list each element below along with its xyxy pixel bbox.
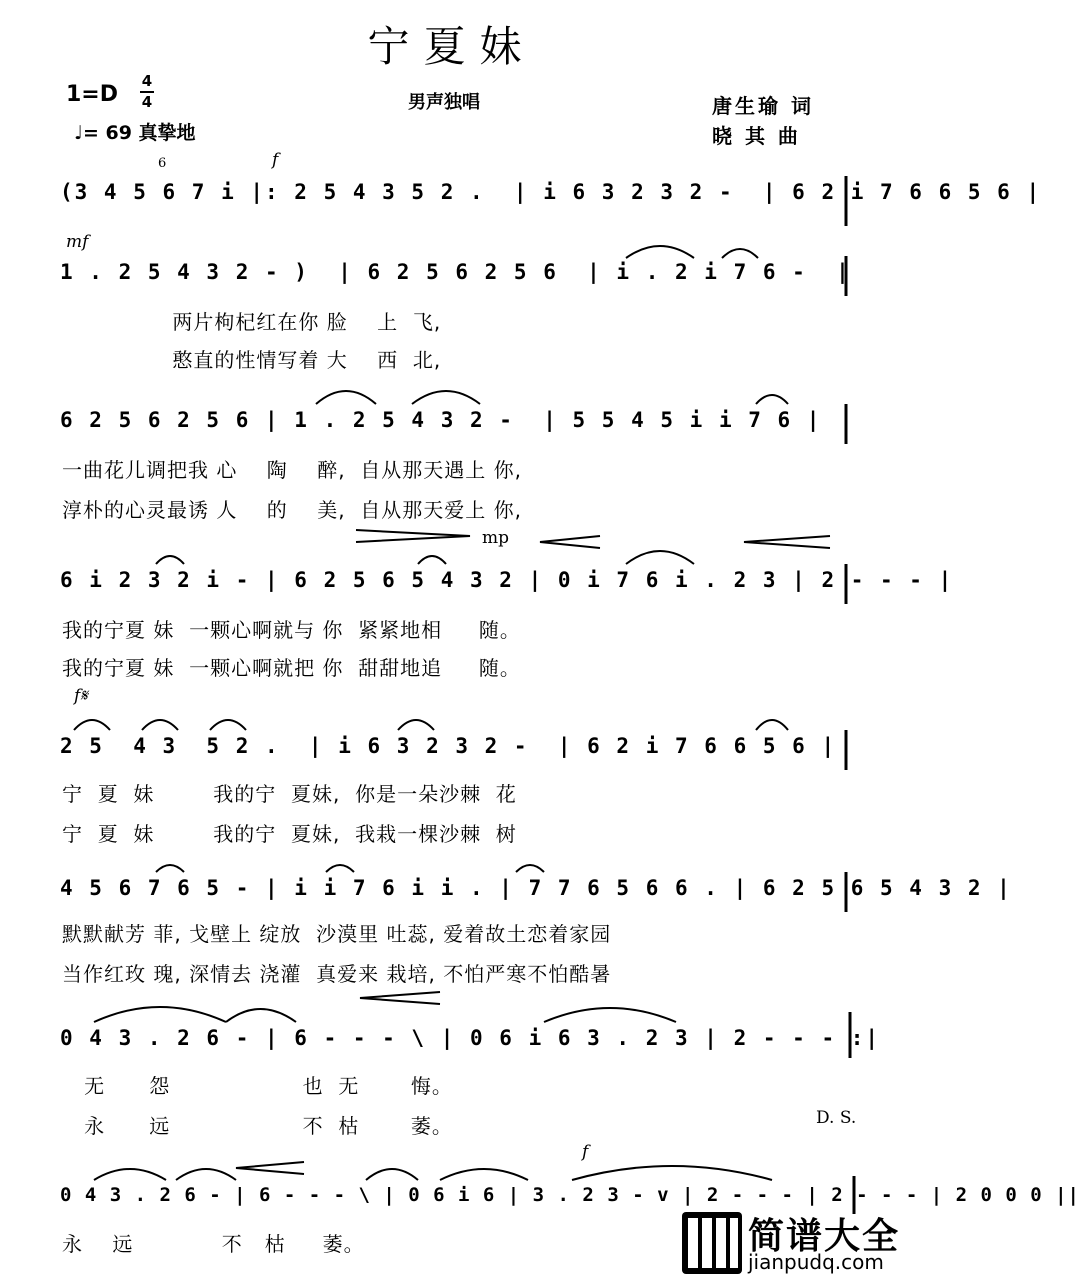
composer-credit: 晓 其 曲 — [712, 124, 801, 148]
slur — [226, 1009, 296, 1022]
time-signature-bottom: 4 — [141, 93, 153, 111]
slur — [142, 720, 178, 730]
key-signature: 1=D — [66, 82, 119, 107]
lyrics-verse-1: 永 远 不 枯 萎。 — [62, 1232, 365, 1256]
lyrics-verse-2: 宁 夏 妹 我的宁 夏妹, 我栽一棵沙棘 树 — [62, 822, 517, 846]
lyrics-verse-1: 默默献芳 菲, 戈壁上 绽放 沙漠里 吐蕊, 爱着故土恋着家园 — [62, 922, 612, 946]
slur — [418, 556, 446, 564]
hairpin-decrescendo — [356, 530, 470, 542]
lyrics-verse-2: 永 远 不 枯 萎。 — [62, 1114, 453, 1138]
time-signature-top: 4 — [141, 72, 153, 90]
tempo-marking: ♩= 69 真挚地 — [74, 122, 196, 144]
hairpin-crescendo — [360, 992, 440, 1004]
dynamic-mezzo-forte: mf — [66, 232, 89, 252]
notation-line: 6 2 5 6 2 5 6 | 1 . 2 5 4 3 2 - | 5 5 4 5 i i 7 6 | — [60, 408, 822, 432]
lyrics-verse-2: 憨直的性情写着 大 西 北, — [62, 348, 442, 372]
slur — [440, 1169, 528, 1180]
lyrics-verse-1: 宁 夏 妹 我的宁 夏妹, 你是一朵沙棘 花 — [62, 782, 517, 806]
hairpin-crescendo — [744, 536, 830, 548]
lyrics-verse-1: 无 怨 也 无 悔。 — [62, 1074, 453, 1098]
slur — [156, 556, 184, 564]
song-title: 宁夏妹 — [367, 22, 536, 71]
performance-note: 男声独唱 — [408, 92, 480, 113]
slur — [326, 865, 354, 872]
slur — [516, 865, 544, 872]
dynamic-forte-segno: f𝄋 — [74, 686, 88, 706]
slur — [94, 1007, 226, 1022]
lyrics-verse-1: 一曲花儿调把我 心 陶 醉, 自从那天遇上 你, — [62, 458, 523, 482]
hairpin-crescendo — [540, 536, 600, 548]
slur — [156, 865, 184, 872]
lyrics-verse-2: 淳朴的心灵最诱 人 的 美, 自从那天爱上 你, — [62, 498, 523, 522]
slur — [316, 391, 376, 404]
lyrics-verse-2: 我的宁夏 妹 一颗心啊就把 你 甜甜地追 随。 — [62, 656, 521, 680]
slur — [572, 1166, 772, 1180]
slur — [94, 1169, 166, 1180]
dynamic-forte: f — [272, 150, 279, 170]
slur — [176, 1169, 236, 1180]
slur — [544, 1008, 676, 1022]
slur — [722, 249, 758, 258]
slur — [756, 720, 788, 730]
notation-line: 0 4 3 . 2 6 - | 6 - - - \ | 0 6 i 6 | 3 . 2 3 - v | 2 - - - | 2 - - - | 2 0 0 0 || — [60, 1184, 1080, 1206]
notation-line: 0 4 3 . 2 6 - | 6 - - - \ | 0 6 i 6 3 . 2 3 | 2 - - - :| — [60, 1026, 881, 1050]
slur — [366, 1169, 418, 1180]
hairpin-crescendo — [236, 1162, 304, 1174]
notation-line: 1 . 2 5 4 3 2 - ) | 6 2 5 6 2 5 6 | i . 2 i 7 6 - | — [60, 260, 851, 284]
dynamic-mezzo-piano: mp — [482, 528, 510, 548]
lyrics-verse-2: 当作红玫 瑰, 深情去 浇灌 真爱来 栽培, 不怕严寒不怕酷暑 — [62, 962, 612, 986]
notation-line: (3 4 5 6 7 i |: 2 5 4 3 5 2 . | i 6 3 2 3 2 - | 6 2 i 7 6 6 5 6 | — [60, 180, 1042, 204]
triplet-mark: 6 — [158, 156, 167, 171]
slur — [210, 720, 246, 730]
slur — [398, 720, 434, 730]
slur — [626, 246, 694, 258]
lyrics-verse-1: 两片枸杞红在你 脸 上 飞, — [62, 310, 442, 334]
lyricist-credit: 唐生瑜 词 — [712, 94, 814, 118]
notation-line: 6 i 2 3 2 i - | 6 2 5 6 5 4 3 2 | 0 i 7 6 i . 2 3 | 2 - - - | — [60, 568, 954, 592]
watermark-name: 简谱大全 — [748, 1216, 901, 1257]
dynamic-forte-final: f — [582, 1142, 589, 1162]
slur — [74, 720, 110, 730]
notation-line: 4 5 6 7 6 5 - | i i 7 6 i i . | 7 7 6 5 6 6 . | 6 2 5 6 5 4 3 2 | — [60, 876, 1012, 900]
slur — [412, 391, 480, 404]
slur — [756, 395, 788, 404]
watermark-url: jianpudq.com — [748, 1250, 884, 1274]
dal-segno-mark: D. S. — [816, 1108, 857, 1128]
notation-line: 2 5 4 3 5 2 . | i 6 3 2 3 2 - | 6 2 i 7 6 6 5 6 | — [60, 734, 837, 758]
slur — [626, 551, 694, 564]
lyrics-verse-1: 我的宁夏 妹 一颗心啊就与 你 紧紧地相 随。 — [62, 618, 521, 642]
